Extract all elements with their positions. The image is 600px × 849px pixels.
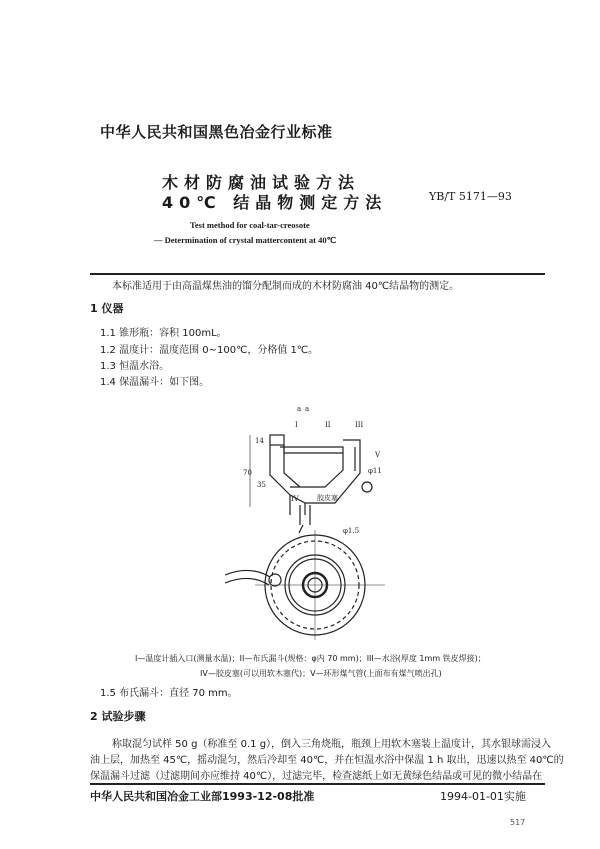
dim-35: 35 [257,481,266,489]
title-line-1: 木材防腐油试验方法 [162,173,361,192]
section-1-heading: 1 仪器 [90,302,124,315]
paragraph-line-1: 称取混匀试样 50 g（称准至 0.1 g），倒入三角烧瓶，瓶颈上用软木塞装上温度计，其水银球需浸入 [112,739,552,750]
section-view [250,435,372,533]
label-a-top: a [297,405,302,413]
page-number: 517 [510,818,526,827]
bottom-rule [90,783,545,785]
label-a-top-2: a [305,405,310,413]
label-III: III [355,421,364,429]
item-1-1: 1.1 锥形瓶：容积 100mL。 [100,328,227,339]
approval-date: 中华人民共和国冶金工业部1993-12-08批准 [90,790,315,803]
plan-view [225,530,385,640]
diagram-labels [243,405,382,535]
dim-70: 70 [243,469,252,477]
paragraph-line-2: 油上层，加热至 45℃，摇动混匀，然后冷却至 40℃，并在恒温水浴中保温 1 h 取出，迅速以热至 40℃的 [90,755,564,766]
top-rule [90,273,545,275]
english-title-1: Test method for coal-tar-creosote [190,220,310,230]
english-title-2: — Determination of crystal mattercontent at 40℃ [154,235,337,245]
standard-code: YB/T 5171—93 [429,190,512,203]
label-II: II [325,421,331,429]
funnel-diagram [225,395,405,650]
section-2-heading: 2 试验步骤 [90,710,146,723]
issuing-body-header: 中华人民共和国黑色冶金行业标准 [100,123,333,141]
label-rubber-stopper: 胶皮塞 [317,494,338,502]
dim-14: 14 [255,437,264,445]
title-line-2: 40℃ 结晶物测定方法 [162,193,388,212]
label-phi11: φ11 [368,467,382,475]
implementation-date: 1994-01-01实施 [440,790,526,803]
label-I: I [295,421,298,429]
item-1-4: 1.4 保温漏斗：如下图。 [100,377,210,388]
paragraph-line-3: 保温漏斗过滤（过滤期间亦应维持 40℃），过滤完毕，检查滤纸上如无黄绿色结晶或可见的微小结晶在 [90,771,543,782]
label-IV: IV [291,495,299,503]
item-1-2: 1.2 温度计：温度范围 0~100℃，分格值 1℃。 [100,345,319,356]
figure-caption-line-2: IV—胶皮塞(可以用软木塞代)；V—环形煤气管(上面布有煤气喷出孔) [200,669,442,678]
item-1-5: 1.5 布氏漏斗：直径 70 mm。 [100,688,238,699]
item-1-3: 1.3 恒温水浴。 [100,361,170,372]
label-V: V [375,451,381,459]
figure-caption-line-1: I—温度计插入口(测量水温)；II—布氏漏斗(规格：φ内 70 mm)；III—水浴(厚度 1mm 铁皮焊接)； [135,654,486,663]
label-phi1-5: φ1.5 [343,527,360,535]
intro-text: 本标准适用于由高温煤焦油的馏分配制而成的木材防腐油 40℃结晶物的测定。 [112,281,460,292]
